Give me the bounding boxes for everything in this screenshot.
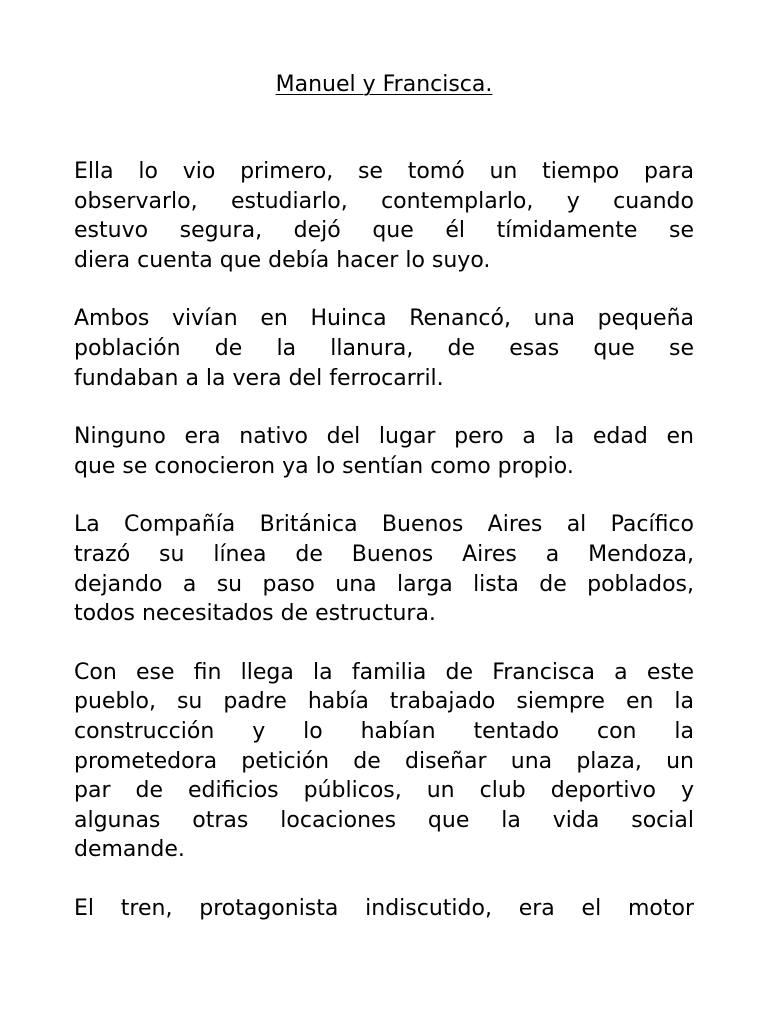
paragraph-2 — [74, 304, 694, 393]
document-body — [74, 157, 694, 952]
paragraph-5 — [74, 658, 694, 865]
paragraph-line: La Compañía Británica Buenos Aires al Pacífico — [74, 512, 694, 538]
paragraph-line: población de la llanura, de esas que se — [74, 335, 694, 361]
paragraph-line: fundaban a la vera del ferrocarril. — [74, 365, 444, 391]
paragraph-6 — [74, 894, 694, 924]
paragraph-line: diera cuenta que debía hacer lo suyo. — [74, 247, 491, 273]
paragraph-line: que se conocieron ya lo sentían como propio. — [74, 453, 574, 479]
paragraph-line: dejando a su paso una larga lista de poblados, — [74, 571, 694, 597]
paragraph-line: trazó su línea de Buenos Aires a Mendoza, — [74, 541, 694, 567]
paragraph-line: Con ese fin llega la familia de Francisca a este — [74, 659, 694, 685]
paragraph-line: demande. — [74, 837, 185, 863]
paragraph-line: observarlo, estudiarlo, contemplarlo, y cuando — [74, 188, 694, 214]
paragraph-line: El tren, protagonista indiscutido, era el motor — [74, 895, 694, 921]
paragraph-3 — [74, 422, 694, 481]
paragraph-line: prometedora petición de diseñar una plaza, un — [74, 748, 694, 774]
paragraph-line: estuvo segura, dejó que él tímidamente se — [74, 218, 694, 244]
paragraph-line: Ella lo vio primero, se tomó un tiempo para — [74, 159, 694, 184]
paragraph-4 — [74, 510, 694, 628]
paragraph-line: par de edificios públicos, un club deportivo y — [74, 778, 694, 804]
paragraph-line: pueblo, su padre había trabajado siempre en la — [74, 689, 694, 715]
paragraph-line: Ninguno era nativo del lugar pero a la edad en — [74, 424, 694, 450]
paragraph-1 — [74, 157, 694, 275]
paragraph-line: todos necesitados de estructura. — [74, 601, 436, 627]
document-title: Manuel y Francisca. — [275, 72, 493, 97]
paragraph-line: algunas otras locaciones que la vida social — [74, 807, 694, 833]
paragraph-line: Ambos vivían en Huinca Renancó, una pequeña — [74, 306, 694, 332]
paragraph-line: construcción y lo habían tentado con la — [74, 718, 694, 744]
